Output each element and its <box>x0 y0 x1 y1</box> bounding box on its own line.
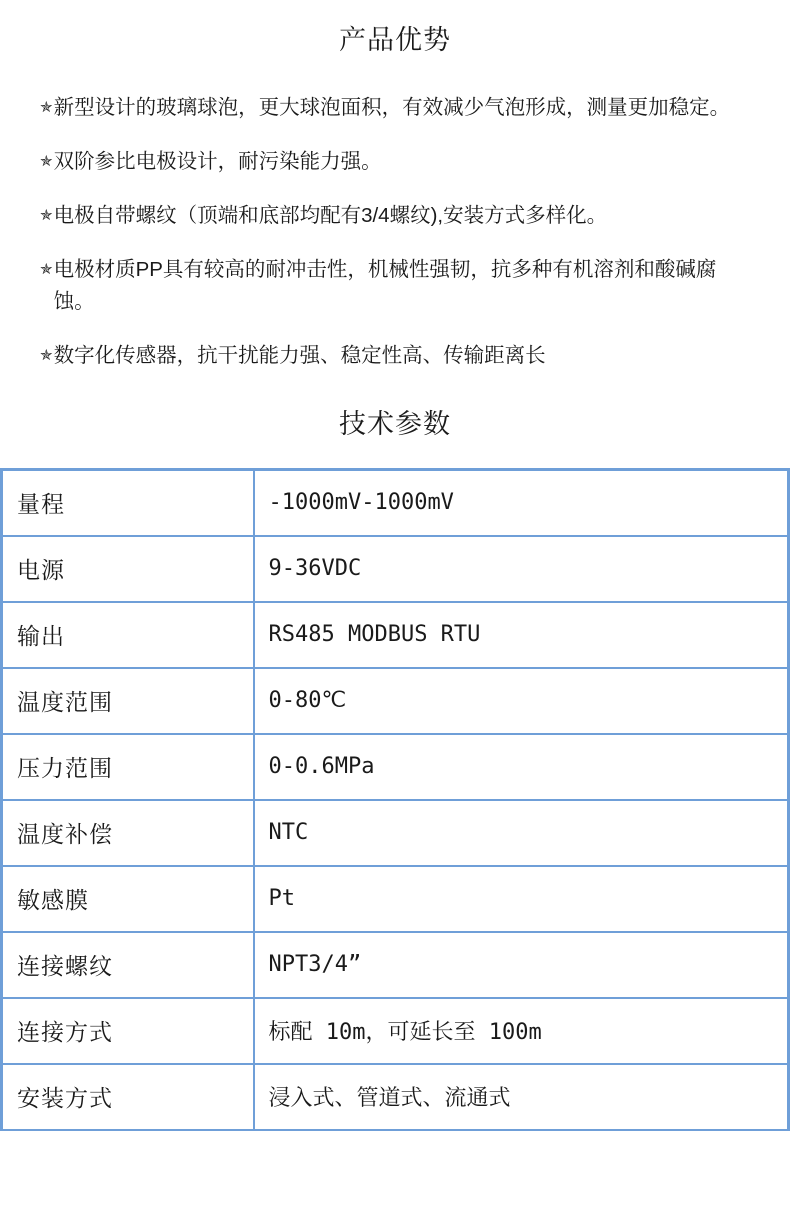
star-bullet-icon: ✯ <box>40 261 53 278</box>
spec-value: Pt <box>254 866 789 932</box>
spec-key: 连接方式 <box>2 998 254 1064</box>
spec-value: 0-80℃ <box>254 668 789 734</box>
list-item <box>40 92 742 124</box>
table-row <box>2 668 789 734</box>
spec-key: 电源 <box>2 536 254 602</box>
specifications-section-title: 技术参数 <box>339 409 451 439</box>
spec-key: 温度范围 <box>2 668 254 734</box>
table-row <box>2 932 789 998</box>
advantages-list <box>0 92 790 372</box>
specifications-table <box>0 468 790 1131</box>
table-row <box>2 866 789 932</box>
spec-value: 9-36VDC <box>254 536 789 602</box>
table-row <box>2 800 789 866</box>
spec-key: 量程 <box>2 470 254 536</box>
advantage-text: 电极材质PP具有较高的耐冲击性，机械性强韧，抗多种有机溶剂和酸碱腐蚀。 <box>53 258 717 313</box>
spec-value: NPT3/4” <box>254 932 789 998</box>
product-detail-page <box>0 22 790 1222</box>
star-bullet-icon: ✯ <box>40 347 53 364</box>
advantage-text: 电极自带螺纹（顶端和底部均配有3/4螺纹),安装方式多样化。 <box>53 204 608 227</box>
spec-value: -1000mV-1000mV <box>254 470 789 536</box>
list-item <box>40 200 742 232</box>
spec-key: 输出 <box>2 602 254 668</box>
star-bullet-icon: ✯ <box>40 207 53 224</box>
star-bullet-icon: ✯ <box>40 99 53 116</box>
table-row <box>2 998 789 1064</box>
list-item <box>40 254 742 318</box>
spec-value: RS485 MODBUS RTU <box>254 602 789 668</box>
spec-key: 安装方式 <box>2 1064 254 1130</box>
spec-key: 敏感膜 <box>2 866 254 932</box>
table-row <box>2 470 789 536</box>
spec-value: 标配 10m，可延长至 100m <box>254 998 789 1064</box>
table-row <box>2 536 789 602</box>
table-row <box>2 602 789 668</box>
spec-key: 温度补偿 <box>2 800 254 866</box>
spec-key: 压力范围 <box>2 734 254 800</box>
advantage-text: 双阶参比电极设计，耐污染能力强。 <box>53 150 382 173</box>
star-bullet-icon: ✯ <box>40 153 53 170</box>
spec-value: 0-0.6MPa <box>254 734 789 800</box>
spec-value: 浸入式、管道式、流通式 <box>254 1064 789 1130</box>
list-item <box>40 340 742 372</box>
list-item <box>40 146 742 178</box>
spec-value: NTC <box>254 800 789 866</box>
table-row <box>2 734 789 800</box>
table-row <box>2 1064 789 1130</box>
advantage-text: 新型设计的玻璃球泡，更大球泡面积，有效减少气泡形成，测量更加稳定。 <box>53 96 731 119</box>
advantage-text: 数字化传感器，抗干扰能力强、稳定性高、传输距离长 <box>53 344 546 367</box>
spec-key: 连接螺纹 <box>2 932 254 998</box>
advantages-section-title: 产品优势 <box>339 25 451 55</box>
